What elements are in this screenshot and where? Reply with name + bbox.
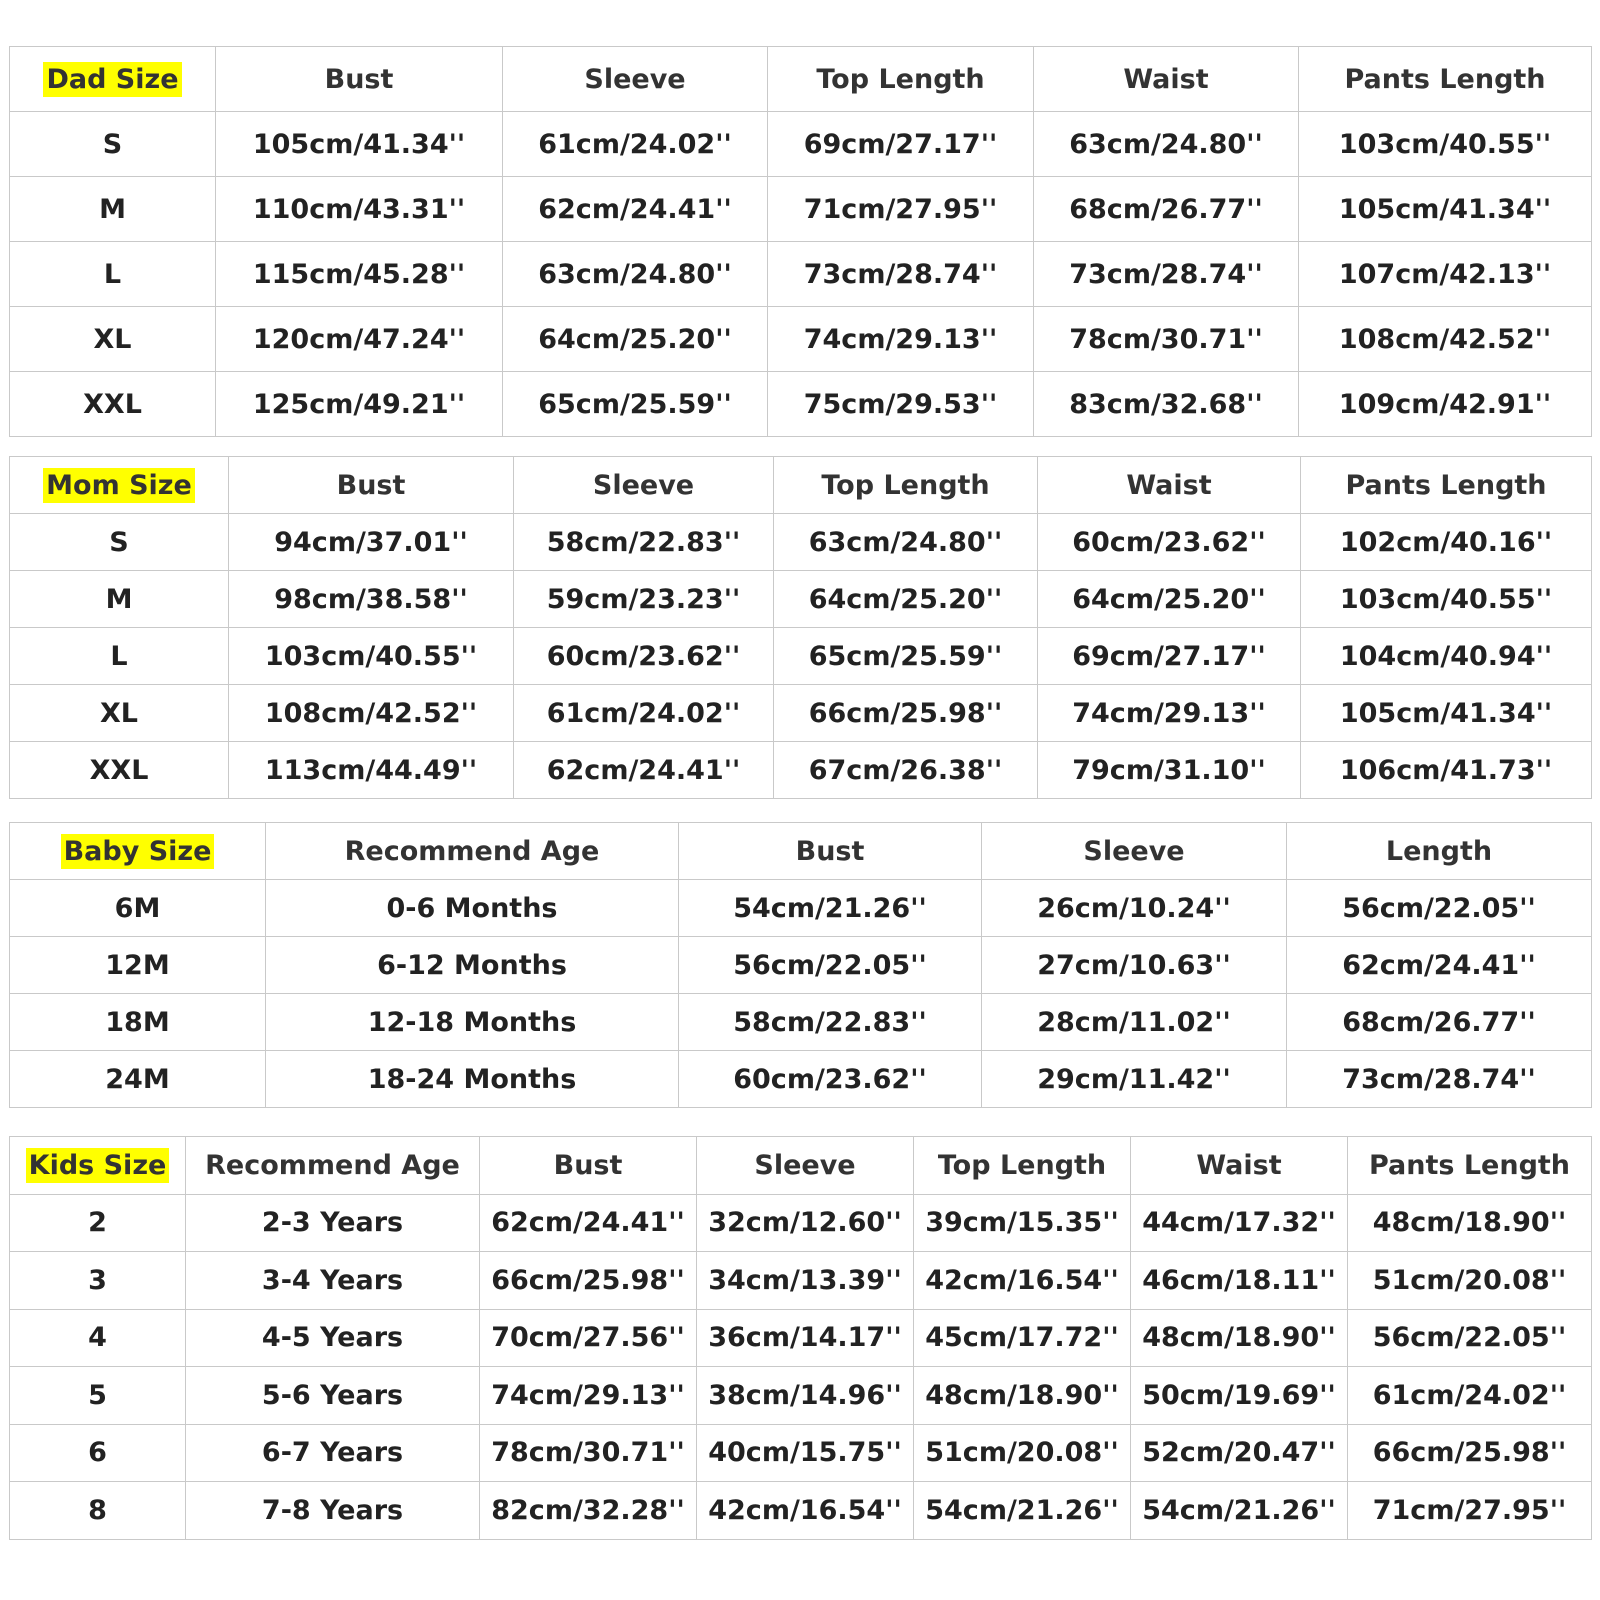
table-cell: 29cm/11.42'': [982, 1051, 1287, 1108]
table-cell: 38cm/14.96'': [697, 1367, 914, 1425]
table-cell: 66cm/25.98'': [480, 1252, 697, 1310]
size-cell: XXL: [10, 742, 229, 799]
table-cell: 61cm/24.02'': [514, 685, 774, 742]
column-header: Sleeve: [514, 457, 774, 514]
column-header: Pants Length: [1299, 47, 1592, 112]
table-cell: 67cm/26.38'': [774, 742, 1038, 799]
size-cell: S: [10, 112, 216, 177]
table-cell: 74cm/29.13'': [480, 1367, 697, 1425]
column-header: Sleeve: [697, 1137, 914, 1195]
column-header: Bust: [216, 47, 503, 112]
table-cell: 48cm/18.90'': [1348, 1194, 1592, 1252]
column-header: Waist: [1131, 1137, 1348, 1195]
table-cell: 56cm/22.05'': [679, 937, 982, 994]
column-header: Pants Length: [1301, 457, 1592, 514]
table-row: [10, 1309, 1592, 1367]
table-header-row: [10, 823, 1592, 880]
table-cell: 79cm/31.10'': [1038, 742, 1301, 799]
size-cell: 4: [10, 1309, 186, 1367]
table-cell: 44cm/17.32'': [1131, 1194, 1348, 1252]
table-row: [10, 685, 1592, 742]
table-header-row: [10, 457, 1592, 514]
size-cell: 3: [10, 1252, 186, 1310]
table-cell: 12-18 Months: [266, 994, 679, 1051]
table-cell: 32cm/12.60'': [697, 1194, 914, 1252]
table-cell: 62cm/24.41'': [480, 1194, 697, 1252]
size-cell: XL: [10, 685, 229, 742]
table-cell: 70cm/27.56'': [480, 1309, 697, 1367]
size-cell: 12M: [10, 937, 266, 994]
table-row: [10, 242, 1592, 307]
table-cell: 51cm/20.08'': [1348, 1252, 1592, 1310]
table-cell: 46cm/18.11'': [1131, 1252, 1348, 1310]
table-row: [10, 571, 1592, 628]
table-cell: 64cm/25.20'': [1038, 571, 1301, 628]
table-cell: 42cm/16.54'': [914, 1252, 1131, 1310]
table-cell: 103cm/40.55'': [229, 628, 514, 685]
column-header: Bust: [679, 823, 982, 880]
table-cell: 60cm/23.62'': [514, 628, 774, 685]
table-cell: 54cm/21.26'': [1131, 1482, 1348, 1540]
table-cell: 108cm/42.52'': [229, 685, 514, 742]
size-cell: M: [10, 177, 216, 242]
table-cell: 59cm/23.23'': [514, 571, 774, 628]
size-column-header: [10, 1137, 186, 1195]
size-cell: L: [10, 628, 229, 685]
table-cell: 78cm/30.71'': [480, 1424, 697, 1482]
size-column-header: [10, 47, 216, 112]
table-row: [10, 112, 1592, 177]
table-row: [10, 177, 1592, 242]
baby-size-table: [9, 822, 1592, 1108]
table-cell: 73cm/28.74'': [1034, 242, 1299, 307]
dad-size-label: Dad Size: [43, 62, 181, 97]
table-cell: 115cm/45.28'': [216, 242, 503, 307]
table-cell: 6-12 Months: [266, 937, 679, 994]
size-cell: XXL: [10, 372, 216, 437]
table-cell: 51cm/20.08'': [914, 1424, 1131, 1482]
size-cell: 24M: [10, 1051, 266, 1108]
column-header: Top Length: [768, 47, 1034, 112]
table-cell: 103cm/40.55'': [1299, 112, 1592, 177]
table-cell: 63cm/24.80'': [774, 514, 1038, 571]
table-cell: 65cm/25.59'': [774, 628, 1038, 685]
table-cell: 58cm/22.83'': [679, 994, 982, 1051]
table-cell: 40cm/15.75'': [697, 1424, 914, 1482]
table-header-row: [10, 47, 1592, 112]
table-cell: 27cm/10.63'': [982, 937, 1287, 994]
column-header: Recommend Age: [186, 1137, 480, 1195]
column-header: Length: [1287, 823, 1592, 880]
table-cell: 39cm/15.35'': [914, 1194, 1131, 1252]
table-cell: 74cm/29.13'': [1038, 685, 1301, 742]
mom-size-table: [9, 456, 1592, 799]
table-cell: 56cm/22.05'': [1287, 880, 1592, 937]
table-cell: 48cm/18.90'': [1131, 1309, 1348, 1367]
table-cell: 68cm/26.77'': [1034, 177, 1299, 242]
size-column-header: [10, 457, 229, 514]
size-cell: M: [10, 571, 229, 628]
table-cell: 78cm/30.71'': [1034, 307, 1299, 372]
table-cell: 98cm/38.58'': [229, 571, 514, 628]
column-header: Bust: [229, 457, 514, 514]
table-cell: 7-8 Years: [186, 1482, 480, 1540]
table-row: [10, 514, 1592, 571]
table-cell: 34cm/13.39'': [697, 1252, 914, 1310]
table-cell: 36cm/14.17'': [697, 1309, 914, 1367]
table-cell: 75cm/29.53'': [768, 372, 1034, 437]
kids-size-label: Kids Size: [26, 1148, 170, 1183]
table-cell: 105cm/41.34'': [1299, 177, 1592, 242]
table-cell: 71cm/27.95'': [768, 177, 1034, 242]
table-cell: 58cm/22.83'': [514, 514, 774, 571]
table-row: [10, 628, 1592, 685]
size-cell: 18M: [10, 994, 266, 1051]
table-cell: 63cm/24.80'': [503, 242, 768, 307]
table-cell: 74cm/29.13'': [768, 307, 1034, 372]
table-cell: 109cm/42.91'': [1299, 372, 1592, 437]
size-cell: S: [10, 514, 229, 571]
column-header: Sleeve: [503, 47, 768, 112]
table-cell: 106cm/41.73'': [1301, 742, 1592, 799]
size-cell: XL: [10, 307, 216, 372]
column-header: Top Length: [774, 457, 1038, 514]
table-cell: 73cm/28.74'': [1287, 1051, 1592, 1108]
table-cell: 69cm/27.17'': [1038, 628, 1301, 685]
table-cell: 18-24 Months: [266, 1051, 679, 1108]
table-cell: 0-6 Months: [266, 880, 679, 937]
table-cell: 82cm/32.28'': [480, 1482, 697, 1540]
table-cell: 120cm/47.24'': [216, 307, 503, 372]
table-cell: 104cm/40.94'': [1301, 628, 1592, 685]
table-cell: 107cm/42.13'': [1299, 242, 1592, 307]
column-header: Waist: [1038, 457, 1301, 514]
table-row: [10, 1051, 1592, 1108]
table-cell: 108cm/42.52'': [1299, 307, 1592, 372]
table-cell: 69cm/27.17'': [768, 112, 1034, 177]
table-row: [10, 937, 1592, 994]
table-row: [10, 1367, 1592, 1425]
table-cell: 102cm/40.16'': [1301, 514, 1592, 571]
table-cell: 94cm/37.01'': [229, 514, 514, 571]
table-cell: 50cm/19.69'': [1131, 1367, 1348, 1425]
table-row: [10, 1482, 1592, 1540]
table-cell: 26cm/10.24'': [982, 880, 1287, 937]
table-row: [10, 1424, 1592, 1482]
table-cell: 60cm/23.62'': [1038, 514, 1301, 571]
table-row: [10, 994, 1592, 1051]
table-row: [10, 880, 1592, 937]
table-cell: 83cm/32.68'': [1034, 372, 1299, 437]
table-cell: 63cm/24.80'': [1034, 112, 1299, 177]
table-cell: 54cm/21.26'': [914, 1482, 1131, 1540]
table-cell: 68cm/26.77'': [1287, 994, 1592, 1051]
table-row: [10, 307, 1592, 372]
table-cell: 60cm/23.62'': [679, 1051, 982, 1108]
table-cell: 62cm/24.41'': [514, 742, 774, 799]
table-row: [10, 1252, 1592, 1310]
size-cell: 6M: [10, 880, 266, 937]
size-column-header: [10, 823, 266, 880]
table-header-row: [10, 1137, 1592, 1195]
table-cell: 48cm/18.90'': [914, 1367, 1131, 1425]
table-cell: 61cm/24.02'': [1348, 1367, 1592, 1425]
table-cell: 110cm/43.31'': [216, 177, 503, 242]
size-cell: 6: [10, 1424, 186, 1482]
baby-size-label: Baby Size: [61, 834, 215, 869]
table-cell: 125cm/49.21'': [216, 372, 503, 437]
table-cell: 54cm/21.26'': [679, 880, 982, 937]
table-cell: 64cm/25.20'': [503, 307, 768, 372]
table-cell: 64cm/25.20'': [774, 571, 1038, 628]
dad-size-table: [9, 46, 1592, 437]
column-header: Pants Length: [1348, 1137, 1592, 1195]
table-cell: 45cm/17.72'': [914, 1309, 1131, 1367]
table-cell: 61cm/24.02'': [503, 112, 768, 177]
table-row: [10, 1194, 1592, 1252]
table-cell: 6-7 Years: [186, 1424, 480, 1482]
mom-size-label: Mom Size: [43, 468, 195, 503]
column-header: Top Length: [914, 1137, 1131, 1195]
table-cell: 103cm/40.55'': [1301, 571, 1592, 628]
size-cell: L: [10, 242, 216, 307]
table-cell: 65cm/25.59'': [503, 372, 768, 437]
table-cell: 2-3 Years: [186, 1194, 480, 1252]
table-cell: 4-5 Years: [186, 1309, 480, 1367]
column-header: Bust: [480, 1137, 697, 1195]
table-cell: 42cm/16.54'': [697, 1482, 914, 1540]
table-cell: 52cm/20.47'': [1131, 1424, 1348, 1482]
table-cell: 73cm/28.74'': [768, 242, 1034, 307]
column-header: Waist: [1034, 47, 1299, 112]
table-cell: 3-4 Years: [186, 1252, 480, 1310]
table-cell: 62cm/24.41'': [1287, 937, 1592, 994]
table-cell: 66cm/25.98'': [774, 685, 1038, 742]
table-row: [10, 372, 1592, 437]
table-cell: 105cm/41.34'': [1301, 685, 1592, 742]
table-cell: 5-6 Years: [186, 1367, 480, 1425]
table-cell: 62cm/24.41'': [503, 177, 768, 242]
column-header: Recommend Age: [266, 823, 679, 880]
table-cell: 66cm/25.98'': [1348, 1424, 1592, 1482]
table-cell: 56cm/22.05'': [1348, 1309, 1592, 1367]
size-cell: 5: [10, 1367, 186, 1425]
size-cell: 8: [10, 1482, 186, 1540]
kids-size-table: [9, 1136, 1592, 1540]
column-header: Sleeve: [982, 823, 1287, 880]
table-cell: 113cm/44.49'': [229, 742, 514, 799]
table-cell: 105cm/41.34'': [216, 112, 503, 177]
size-cell: 2: [10, 1194, 186, 1252]
table-cell: 28cm/11.02'': [982, 994, 1287, 1051]
table-cell: 71cm/27.95'': [1348, 1482, 1592, 1540]
table-row: [10, 742, 1592, 799]
